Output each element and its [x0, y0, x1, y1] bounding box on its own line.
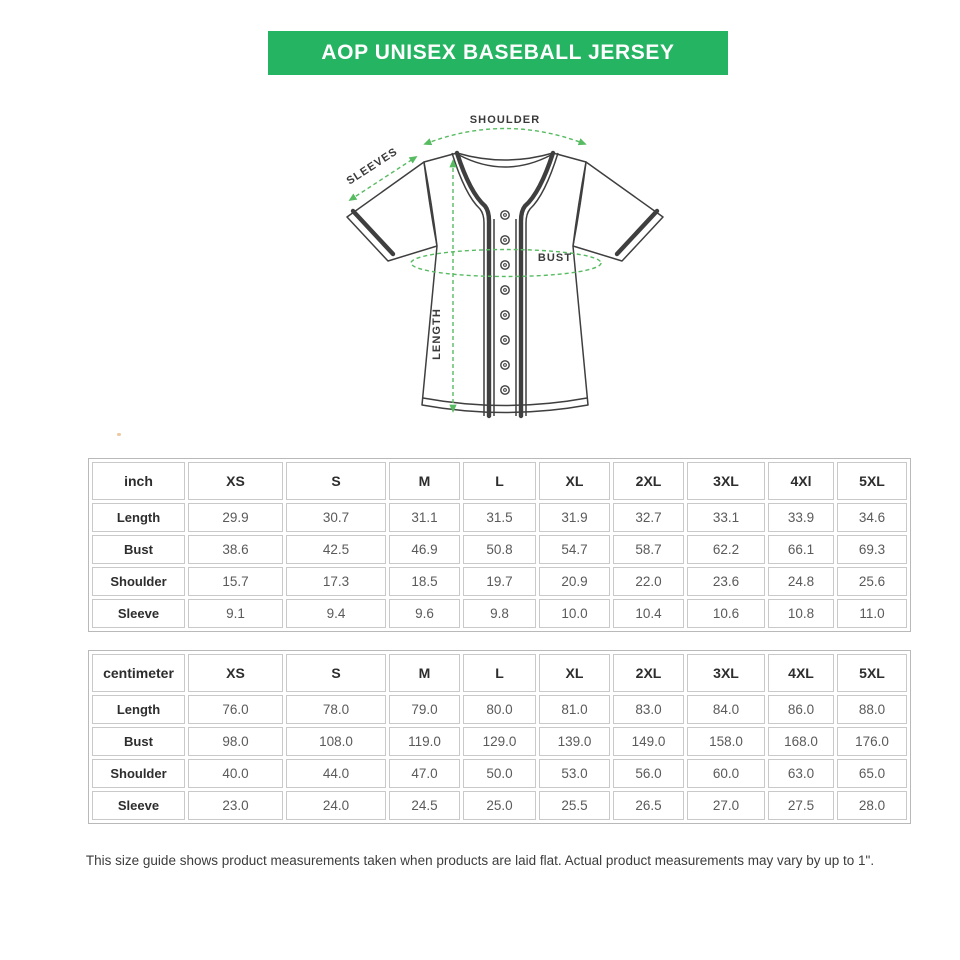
- value-cell: 58.7: [613, 535, 684, 564]
- value-cell: 31.1: [389, 503, 460, 532]
- sleeves-label: SLEEVES: [344, 145, 401, 188]
- value-cell: 88.0: [837, 695, 907, 724]
- measurement-row: [92, 503, 907, 532]
- measurement-row: [92, 599, 907, 628]
- row-label-cell: Length: [92, 695, 185, 724]
- value-cell: 9.4: [286, 599, 386, 628]
- value-cell: 9.1: [188, 599, 283, 628]
- size-header-cell: 5XL: [837, 654, 907, 692]
- measurement-row: [92, 695, 907, 724]
- value-cell: 27.0: [687, 791, 765, 820]
- size-header-cell: XS: [188, 654, 283, 692]
- value-cell: 50.0: [463, 759, 536, 788]
- row-label-cell: Bust: [92, 727, 185, 756]
- size-header-cell: XL: [539, 462, 610, 500]
- value-cell: 40.0: [188, 759, 283, 788]
- unit-header-cell: inch: [92, 462, 185, 500]
- value-cell: 19.7: [463, 567, 536, 596]
- value-cell: 10.4: [613, 599, 684, 628]
- value-cell: 129.0: [463, 727, 536, 756]
- header-row: [92, 654, 907, 692]
- header-row: [92, 462, 907, 500]
- value-cell: 31.5: [463, 503, 536, 532]
- value-cell: 47.0: [389, 759, 460, 788]
- bust-label: BUST: [537, 252, 573, 264]
- measurement-row: [92, 567, 907, 596]
- jersey-body: [422, 153, 588, 416]
- footer-note: This size guide shows product measurements taken when products are laid flat. Actual product measurements may vary by up to 1".: [85, 853, 875, 868]
- value-cell: 24.5: [389, 791, 460, 820]
- value-cell: 31.9: [539, 503, 610, 532]
- value-cell: 23.0: [188, 791, 283, 820]
- value-cell: 11.0: [837, 599, 907, 628]
- value-cell: 176.0: [837, 727, 907, 756]
- value-cell: 86.0: [768, 695, 834, 724]
- value-cell: 44.0: [286, 759, 386, 788]
- value-cell: 9.8: [463, 599, 536, 628]
- value-cell: 9.6: [389, 599, 460, 628]
- value-cell: 10.8: [768, 599, 834, 628]
- value-cell: 76.0: [188, 695, 283, 724]
- size-header-cell: S: [286, 462, 386, 500]
- value-cell: 119.0: [389, 727, 460, 756]
- value-cell: 10.6: [687, 599, 765, 628]
- artifact-dot: [117, 433, 121, 436]
- size-table-cm: [88, 650, 911, 824]
- row-label-cell: Bust: [92, 535, 185, 564]
- value-cell: 66.1: [768, 535, 834, 564]
- size-header-cell: L: [463, 462, 536, 500]
- value-cell: 139.0: [539, 727, 610, 756]
- size-header-cell: XL: [539, 654, 610, 692]
- value-cell: 63.0: [768, 759, 834, 788]
- size-header-cell: 5XL: [837, 462, 907, 500]
- value-cell: 81.0: [539, 695, 610, 724]
- value-cell: 42.5: [286, 535, 386, 564]
- value-cell: 24.8: [768, 567, 834, 596]
- size-header-cell: 4Xl: [768, 462, 834, 500]
- value-cell: 168.0: [768, 727, 834, 756]
- measurement-row: [92, 759, 907, 788]
- value-cell: 65.0: [837, 759, 907, 788]
- value-cell: 24.0: [286, 791, 386, 820]
- size-header-cell: 3XL: [687, 462, 765, 500]
- size-header-cell: 3XL: [687, 654, 765, 692]
- value-cell: 56.0: [613, 759, 684, 788]
- value-cell: 29.9: [188, 503, 283, 532]
- measurement-row: [92, 535, 907, 564]
- size-header-cell: 2XL: [613, 462, 684, 500]
- value-cell: 79.0: [389, 695, 460, 724]
- value-cell: 84.0: [687, 695, 765, 724]
- value-cell: 15.7: [188, 567, 283, 596]
- value-cell: 25.5: [539, 791, 610, 820]
- shoulder-label: SHOULDER: [469, 114, 541, 126]
- value-cell: 149.0: [613, 727, 684, 756]
- value-cell: 18.5: [389, 567, 460, 596]
- value-cell: 25.6: [837, 567, 907, 596]
- value-cell: 69.3: [837, 535, 907, 564]
- size-header-cell: 4XL: [768, 654, 834, 692]
- value-cell: 28.0: [837, 791, 907, 820]
- value-cell: 78.0: [286, 695, 386, 724]
- value-cell: 10.0: [539, 599, 610, 628]
- value-cell: 83.0: [613, 695, 684, 724]
- row-label-cell: Shoulder: [92, 567, 185, 596]
- value-cell: 50.8: [463, 535, 536, 564]
- value-cell: 34.6: [837, 503, 907, 532]
- value-cell: 38.6: [188, 535, 283, 564]
- length-label: LENGTH: [431, 308, 443, 360]
- value-cell: 62.2: [687, 535, 765, 564]
- value-cell: 158.0: [687, 727, 765, 756]
- size-header-cell: S: [286, 654, 386, 692]
- row-label-cell: Length: [92, 503, 185, 532]
- row-label-cell: Shoulder: [92, 759, 185, 788]
- value-cell: 80.0: [463, 695, 536, 724]
- measurement-row: [92, 727, 907, 756]
- value-cell: 26.5: [613, 791, 684, 820]
- value-cell: 108.0: [286, 727, 386, 756]
- value-cell: 54.7: [539, 535, 610, 564]
- value-cell: 33.9: [768, 503, 834, 532]
- size-header-cell: 2XL: [613, 654, 684, 692]
- unit-header-cell: centimeter: [92, 654, 185, 692]
- value-cell: 32.7: [613, 503, 684, 532]
- size-header-cell: XS: [188, 462, 283, 500]
- value-cell: 33.1: [687, 503, 765, 532]
- value-cell: 23.6: [687, 567, 765, 596]
- value-cell: 53.0: [539, 759, 610, 788]
- value-cell: 22.0: [613, 567, 684, 596]
- value-cell: 46.9: [389, 535, 460, 564]
- title-banner: [268, 31, 728, 75]
- size-header-cell: L: [463, 654, 536, 692]
- page-title: AOP UNISEX BASEBALL JERSEY: [321, 41, 675, 64]
- value-cell: 60.0: [687, 759, 765, 788]
- measurement-row: [92, 791, 907, 820]
- row-label-cell: Sleeve: [92, 599, 185, 628]
- value-cell: 20.9: [539, 567, 610, 596]
- size-header-cell: M: [389, 654, 460, 692]
- value-cell: 98.0: [188, 727, 283, 756]
- jersey-diagram: [330, 103, 680, 438]
- row-label-cell: Sleeve: [92, 791, 185, 820]
- value-cell: 17.3: [286, 567, 386, 596]
- size-header-cell: M: [389, 462, 460, 500]
- shoulder-measure-arrow: [425, 129, 585, 145]
- value-cell: 27.5: [768, 791, 834, 820]
- value-cell: 25.0: [463, 791, 536, 820]
- size-table-inch: [88, 458, 911, 632]
- value-cell: 30.7: [286, 503, 386, 532]
